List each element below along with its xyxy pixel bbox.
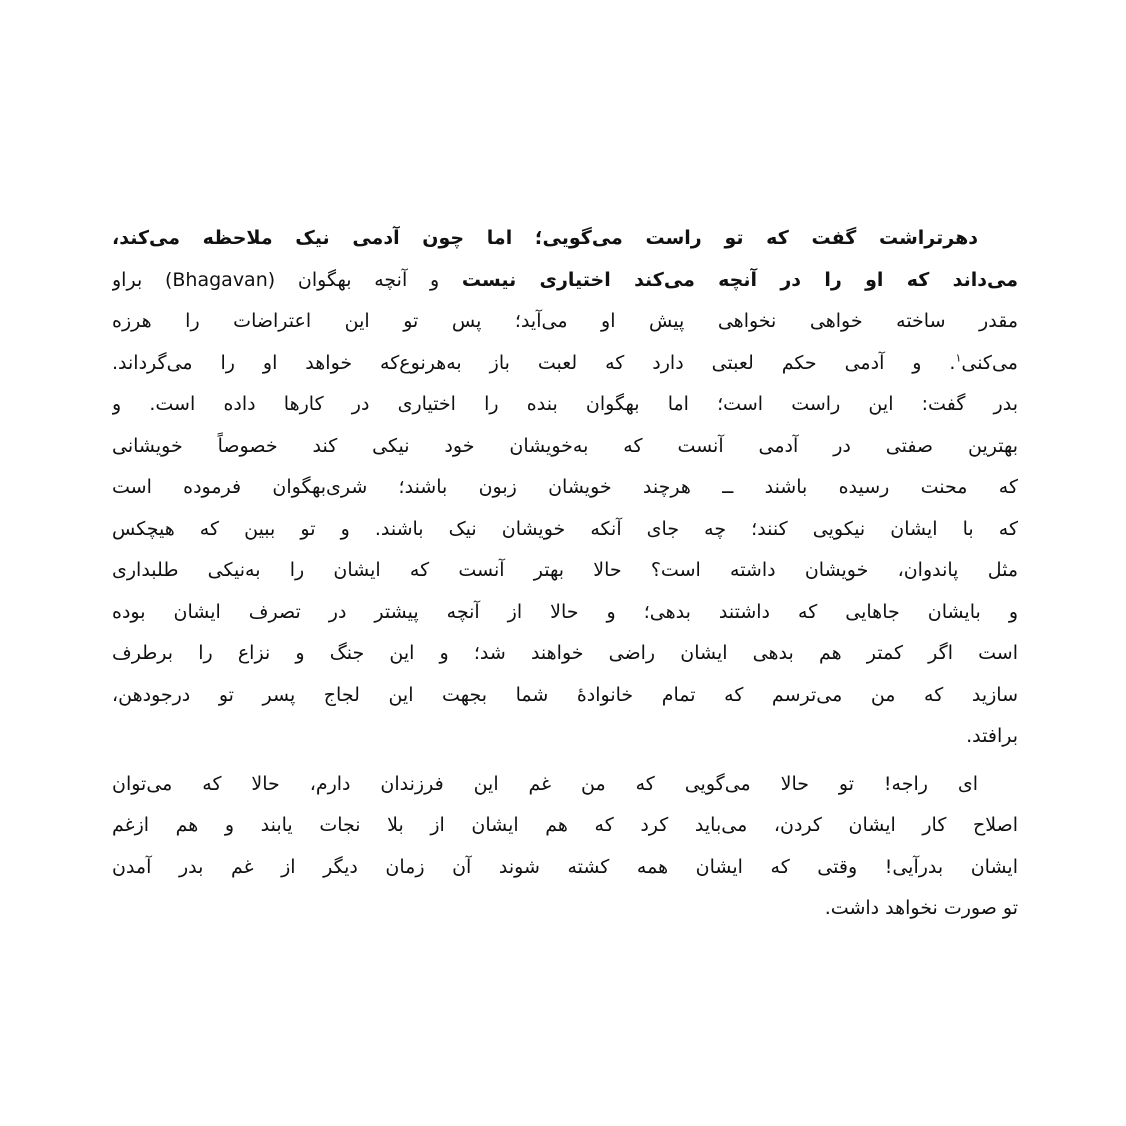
text-line: مثل پاندوان، خویشان داشته است؟ حالا بهتر آنست که ایشان را به‌نیکی طلبداری bbox=[112, 559, 1018, 581]
text-line: سازید که من می‌ترسم که تمام خانوادهٔ شما بجهت این لجاج پسر تو درجودهن، bbox=[112, 683, 1018, 706]
paragraph-1 bbox=[112, 218, 1018, 758]
text-line: بهترین صفتی در آدمی آنست که به‌خویشان خود نیکی کند خصوصاً خویشانی bbox=[112, 434, 1018, 457]
text-line: که محنت رسیده باشند ــ هرچند خویشان زبون باشند؛ شری‌بهگوان فرموده است bbox=[112, 476, 1018, 498]
text-line: ای راجه! تو حالا می‌گویی که من غم این فرزندان دارم، حالا که می‌توان bbox=[112, 772, 978, 795]
text-line: برافتد. bbox=[966, 725, 1018, 747]
paragraph-2 bbox=[112, 764, 1018, 930]
line-continuation: و آنچه بهگوان (Bhagavan) براو bbox=[112, 268, 462, 291]
footnote-marker: ۱ bbox=[955, 351, 962, 365]
document-page bbox=[112, 218, 1018, 930]
text-line: اصلاح کار ایشان کردن، می‌باید کرد که هم ایشان از بلا نجات یابند و هم ازغم bbox=[112, 814, 1018, 836]
text-line: و بایشان جاهایی که داشتند بدهی؛ و حالا از آنچه پیشتر در تصرف ایشان بوده bbox=[112, 600, 1018, 623]
text-line: دهرتراشت گفت که تو راست می‌گویی؛ اما چون آدمی نیک ملاحظه می‌کند، bbox=[112, 227, 978, 249]
text-line bbox=[112, 260, 1018, 302]
text-line: بدر گفت: این راست است؛ اما بهگوان بنده را اختیاری در کارها داده است. و bbox=[112, 393, 1018, 415]
text-line: است اگر کمتر هم بدهی ایشان راضی خواهند شد؛ و این جنگ و نزاع را برطرف bbox=[112, 642, 1018, 664]
line-continuation: . و آدمی حکم لعبتی دارد که لعبت باز به‌هرنوع‌که خواهد او را می‌گرداند. bbox=[112, 351, 956, 374]
line-start: می‌کنی bbox=[961, 351, 1018, 374]
text-line: ایشان بدرآیی! وقتی که ایشان همه کشته شوند آن زمان دیگر از غم بدر آمدن bbox=[112, 855, 1018, 878]
text-line: تو صورت نخواهد داشت. bbox=[824, 897, 1018, 919]
text-line bbox=[112, 343, 1018, 385]
text-line: مقدر ساخته خواهی نخواهی پیش او می‌آید؛ پس تو این اعتراضات را هرزه bbox=[112, 310, 1018, 332]
text-line: که با ایشان نیکویی کنند؛ چه جای آنکه خویشان نیک باشند. و تو ببین که هیچکس bbox=[112, 517, 1018, 540]
bold-phrase: می‌داند که او را در آنچه می‌کند اختیاری نیست bbox=[461, 268, 1018, 291]
